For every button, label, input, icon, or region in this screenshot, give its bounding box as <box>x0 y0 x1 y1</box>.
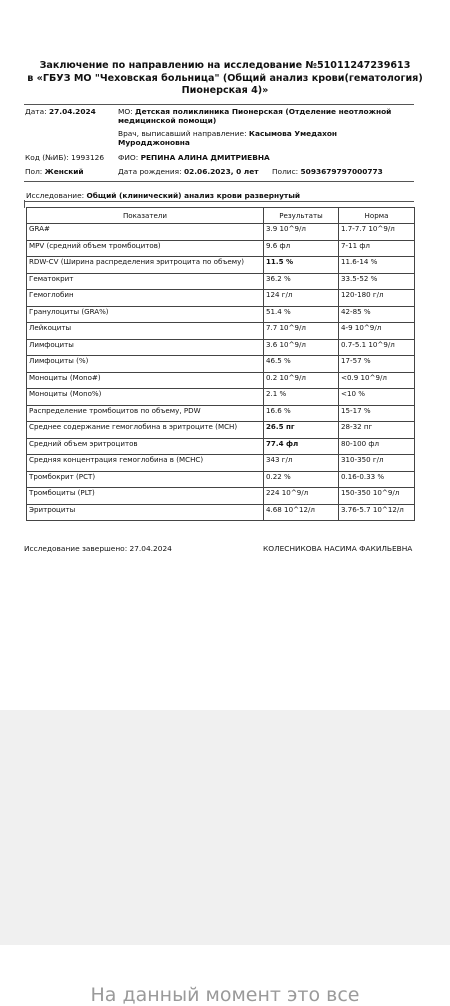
norm-cell: 4-9 10^9/л <box>339 323 415 340</box>
table-row <box>27 438 415 455</box>
result-cell: 11.5 % <box>264 257 339 274</box>
indicator-cell: Распределение тромбоцитов по объему, PDW <box>27 405 264 422</box>
norm-cell: 120-180 г/л <box>339 290 415 307</box>
table-row <box>27 257 415 274</box>
result-cell: 343 г/л <box>264 455 339 472</box>
table-row <box>27 290 415 307</box>
fio-field <box>118 153 270 163</box>
result-cell: 51.4 % <box>264 306 339 323</box>
code-value: 1993126 <box>71 153 105 162</box>
mo-label: МО: <box>118 107 133 116</box>
indicator-cell: Среднее содержание гемоглобина в эритроците (MCH) <box>27 422 264 439</box>
result-cell: 0.2 10^9/л <box>264 372 339 389</box>
norm-cell: 42-85 % <box>339 306 415 323</box>
result-cell: 2.1 % <box>264 389 339 406</box>
results-body <box>27 224 415 521</box>
norm-cell: 11.6-14 % <box>339 257 415 274</box>
indicator-cell: Лейкоциты <box>27 323 264 340</box>
fio-value: РЕПИНА АЛИНА ДМИТРИЕВНА <box>140 153 270 162</box>
result-cell: 9.6 фл <box>264 240 339 257</box>
sex-label: Пол: <box>25 167 43 176</box>
header-norm: Норма <box>339 208 415 224</box>
norm-cell: <0.9 10^9/л <box>339 372 415 389</box>
doctor-field-cont <box>118 138 190 148</box>
code-label: Код (№ИБ): <box>25 153 69 162</box>
exam-field <box>26 191 300 200</box>
table-row <box>27 405 415 422</box>
indicator-cell: RDW-CV (Ширина распределения эритроцита по объему) <box>27 257 264 274</box>
table-row <box>27 422 415 439</box>
table-row <box>27 339 415 356</box>
sex-field <box>25 167 84 177</box>
date-field <box>25 107 96 117</box>
specialist-name: КОЛЕСНИКОВА НАСИМА ФАКИЛЬЕВНА <box>263 544 413 553</box>
table-row <box>27 372 415 389</box>
policy-label: Полис: <box>272 167 299 176</box>
doctor-value-2: Муродджоновна <box>118 138 190 147</box>
title-line-1: Заключение по направлению на исследование №51011247239613 <box>39 60 411 71</box>
norm-cell: <10 % <box>339 389 415 406</box>
results-table <box>26 207 415 521</box>
policy-field <box>272 167 383 177</box>
divider-middle <box>24 181 414 182</box>
completed-date: Исследование завершено: 27.04.2024 <box>24 544 172 553</box>
indicator-cell: MPV (средний объем тромбоцитов) <box>27 240 264 257</box>
indicator-cell: Средний объем эритроцитов <box>27 438 264 455</box>
mo-value-1: Детская поликлиника Пионерская (Отделение неотложной <box>135 107 392 116</box>
result-cell: 4.68 10^12/л <box>264 504 339 521</box>
dob-label: Дата рождения: <box>118 167 182 176</box>
norm-cell: 28-32 пг <box>339 422 415 439</box>
exam-label: Исследование: <box>26 191 85 200</box>
indicator-cell: Моноциты (Mono#) <box>27 372 264 389</box>
gray-area <box>0 710 450 945</box>
mo-field-cont <box>118 116 216 126</box>
indicator-cell: Моноциты (Mono%) <box>27 389 264 406</box>
result-cell: 26.5 пг <box>264 422 339 439</box>
indicator-cell: Гематокрит <box>27 273 264 290</box>
results-header-row <box>27 208 415 224</box>
title-line-2: в «ГБУЗ МО "Чеховская больница" (Общий анализ крови(гематология) <box>27 72 423 84</box>
date-label: Дата: <box>25 107 47 116</box>
result-cell: 46.5 % <box>264 356 339 373</box>
result-cell: 36.2 % <box>264 273 339 290</box>
mo-value-2: медицинской помощи) <box>118 116 217 125</box>
doctor-value-1: Касымова Умедахон <box>248 129 338 138</box>
norm-cell: 7-11 фл <box>339 240 415 257</box>
indicator-cell: Эритроциты <box>27 504 264 521</box>
divider-exam-tick <box>24 200 25 208</box>
table-row <box>27 356 415 373</box>
result-cell: 3.6 10^9/л <box>264 339 339 356</box>
header-indicator: Показатели <box>27 208 264 224</box>
indicator-cell: Тромбоциты (PLT) <box>27 488 264 505</box>
indicator-cell: Тромбокрит (PCT) <box>27 471 264 488</box>
table-row <box>27 488 415 505</box>
table-row <box>27 389 415 406</box>
norm-cell: 15-17 % <box>339 405 415 422</box>
table-row <box>27 471 415 488</box>
date-value: 27.04.2024 <box>49 107 96 116</box>
result-cell: 77.4 фл <box>264 438 339 455</box>
report-title <box>20 60 430 98</box>
exam-value: Общий (клинический) анализ крови развернутый <box>86 191 301 200</box>
norm-cell: 17-57 % <box>339 356 415 373</box>
doctor-label: Врач, выписавший направление: <box>118 129 247 138</box>
dob-field <box>118 167 259 177</box>
indicator-cell: Средняя концентрация гемоглобина в (MCHC) <box>27 455 264 472</box>
table-row <box>27 323 415 340</box>
table-row <box>27 273 415 290</box>
indicator-cell: Гемоглобин <box>27 290 264 307</box>
norm-cell: 310-350 г/л <box>339 455 415 472</box>
result-cell: 0.22 % <box>264 471 339 488</box>
table-row <box>27 224 415 241</box>
table-row <box>27 306 415 323</box>
dob-value: 02.06.2023, 0 лет <box>183 167 259 176</box>
code-field <box>25 153 104 163</box>
norm-cell: 150-350 10^9/л <box>339 488 415 505</box>
table-row <box>27 240 415 257</box>
norm-cell: 0.7-5.1 10^9/л <box>339 339 415 356</box>
fio-label: ФИО: <box>118 153 139 162</box>
result-cell: 124 г/л <box>264 290 339 307</box>
norm-cell: 0.16-0.33 % <box>339 471 415 488</box>
result-cell: 7.7 10^9/л <box>264 323 339 340</box>
divider-top <box>24 104 414 105</box>
result-cell: 3.9 10^9/л <box>264 224 339 241</box>
norm-cell: 1.7-7.7 10^9/л <box>339 224 415 241</box>
divider-exam <box>24 201 414 202</box>
norm-cell: 3.76-5.7 10^12/л <box>339 504 415 521</box>
norm-cell: 33.5-52 % <box>339 273 415 290</box>
result-cell: 224 10^9/л <box>264 488 339 505</box>
end-of-content-note: На данный момент это все <box>90 984 360 1006</box>
indicator-cell: Лимфоциты (%) <box>27 356 264 373</box>
result-cell: 16.6 % <box>264 405 339 422</box>
norm-cell: 80-100 фл <box>339 438 415 455</box>
indicator-cell: GRA# <box>27 224 264 241</box>
indicator-cell: Гранулоциты (GRA%) <box>27 306 264 323</box>
sex-value: Женский <box>44 167 84 176</box>
header-result: Результаты <box>264 208 339 224</box>
title-line-3: Пионерская 4)» <box>181 85 269 96</box>
indicator-cell: Лимфоциты <box>27 339 264 356</box>
table-row <box>27 455 415 472</box>
table-row <box>27 504 415 521</box>
policy-value: 5093679797000773 <box>300 167 383 176</box>
